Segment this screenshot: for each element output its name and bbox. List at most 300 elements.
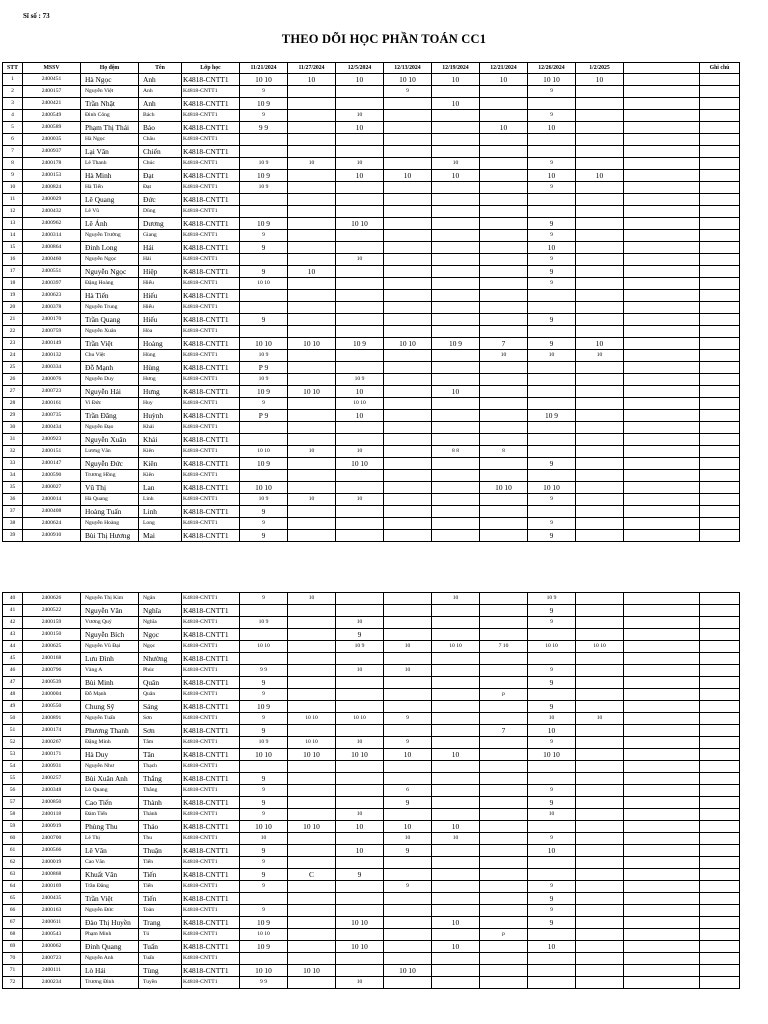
cell-stt: 2 [3, 86, 23, 98]
cell-mssv: 2400234 [23, 977, 81, 989]
cell-lop-hoc: K4818-CNTT1 [182, 677, 240, 689]
grade-cell [384, 689, 432, 701]
grade-cell [240, 290, 288, 302]
grade-cell [336, 857, 384, 869]
grade-cell [576, 725, 624, 737]
grade-cell [576, 785, 624, 797]
cell-lop-hoc: K4818-CNTT1 [182, 797, 240, 809]
cell-ho-dem: Hà Ngọc [81, 74, 139, 86]
cell-mssv: 2400522 [23, 605, 81, 617]
cell-ho-dem: Lê Vũ [81, 206, 139, 218]
grade-cell [336, 362, 384, 374]
cell-stt: 62 [3, 857, 23, 869]
grade-cell [288, 905, 336, 917]
grade-cell [576, 422, 624, 434]
grade-cell [480, 170, 528, 182]
grade-cell: 9 [240, 689, 288, 701]
grade-cell: 9 [528, 518, 576, 530]
grade-cell [432, 773, 480, 785]
cell-ghi-chu [700, 398, 740, 410]
grade-cell [288, 941, 336, 953]
grade-cell [384, 434, 432, 446]
grade-cell [384, 146, 432, 158]
grade-cell [240, 434, 288, 446]
grade-cell [336, 773, 384, 785]
grade-cell: 10 9 [528, 410, 576, 422]
cell-ten: Hiếu [139, 290, 182, 302]
cell-ghi-chu [700, 917, 740, 929]
grade-cell [480, 410, 528, 422]
grade-cell [576, 518, 624, 530]
grade-cell: 10 10 [240, 446, 288, 458]
table-row [3, 494, 740, 506]
grade-cell [336, 518, 384, 530]
grade-cell [480, 809, 528, 821]
cell-lop-hoc: K4818-CNTT1 [182, 737, 240, 749]
table-row [3, 929, 740, 941]
cell-lop-hoc: K4818-CNTT1 [182, 182, 240, 194]
cell-stt: 57 [3, 797, 23, 809]
cell-mssv: 2400029 [23, 194, 81, 206]
grade-cell [528, 362, 576, 374]
cell-extra [624, 665, 700, 677]
class-size-label: Sĩ số : 73 [23, 12, 50, 20]
cell-ghi-chu [700, 869, 740, 881]
table-row [3, 941, 740, 953]
grade-cell: 9 [528, 833, 576, 845]
cell-mssv: 2400267 [23, 737, 81, 749]
grade-cell [480, 470, 528, 482]
grade-cell: 10 [576, 338, 624, 350]
grade-cell [576, 266, 624, 278]
grade-cell: 9 [528, 158, 576, 170]
grade-cell [432, 929, 480, 941]
cell-extra [624, 218, 700, 230]
cell-lop-hoc: K4818-CNTT1 [182, 326, 240, 338]
cell-mssv: 2400550 [23, 701, 81, 713]
cell-ho-dem: Nguyễn Đạo [81, 422, 139, 434]
grade-cell: 9 [240, 530, 288, 542]
grade-cell: 10 [528, 350, 576, 362]
grade-cell [432, 134, 480, 146]
grade-cell: 10 [432, 170, 480, 182]
cell-ghi-chu [700, 797, 740, 809]
grade-cell [576, 869, 624, 881]
grade-cell: 9 [240, 869, 288, 881]
cell-extra [624, 98, 700, 110]
grade-cell [384, 134, 432, 146]
grade-cell [480, 158, 528, 170]
grade-cell [336, 314, 384, 326]
grade-cell: 10 [336, 845, 384, 857]
cell-ho-dem: Nguyễn Xuân [81, 434, 139, 446]
cell-ten: Khải [139, 422, 182, 434]
cell-ten: Ngọc [139, 641, 182, 653]
table-row [3, 689, 740, 701]
cell-mssv: 2400625 [23, 641, 81, 653]
grade-cell [480, 893, 528, 905]
grade-cell: 10 10 [288, 713, 336, 725]
table-row [3, 470, 740, 482]
grade-cell [240, 653, 288, 665]
grade-cell: 10 [528, 122, 576, 134]
grade-cell [576, 977, 624, 989]
cell-ho-dem: Trần Việt [81, 893, 139, 905]
cell-stt: 34 [3, 470, 23, 482]
cell-extra [624, 701, 700, 713]
table-row [3, 821, 740, 833]
grade-cell [576, 446, 624, 458]
table-row [3, 506, 740, 518]
grade-cell [576, 797, 624, 809]
cell-ghi-chu [700, 254, 740, 266]
grade-cell [384, 242, 432, 254]
grade-cell [288, 653, 336, 665]
grade-cell [336, 965, 384, 977]
grade-cell: 10 [528, 170, 576, 182]
grade-cell [288, 857, 336, 869]
grade-cell [288, 242, 336, 254]
cell-extra [624, 689, 700, 701]
grade-cell [576, 749, 624, 761]
grade-cell [480, 761, 528, 773]
grade-cell [336, 677, 384, 689]
grade-cell: 10 10 [240, 821, 288, 833]
grade-cell [480, 182, 528, 194]
grade-cell: 10 10 [288, 386, 336, 398]
grade-cell [528, 290, 576, 302]
cell-extra [624, 530, 700, 542]
table-row [3, 917, 740, 929]
grade-cell [480, 605, 528, 617]
table-row [3, 350, 740, 362]
cell-ten: Hòa [139, 326, 182, 338]
cell-mssv: 2400170 [23, 314, 81, 326]
grade-cell [336, 881, 384, 893]
cell-mssv: 2400163 [23, 905, 81, 917]
cell-lop-hoc: K4818-CNTT1 [182, 374, 240, 386]
cell-ho-dem: Lưu Đình [81, 653, 139, 665]
cell-ho-dem: Nguyễn Duy [81, 374, 139, 386]
grade-cell [576, 134, 624, 146]
header-date-1: 11/21/2024 [240, 63, 288, 74]
grade-cell [480, 785, 528, 797]
cell-extra [624, 470, 700, 482]
grade-cell [480, 422, 528, 434]
grade-cell: 10 10 [240, 641, 288, 653]
cell-ghi-chu [700, 821, 740, 833]
grade-cell [384, 362, 432, 374]
grade-cell: 10 [432, 941, 480, 953]
grade-cell [480, 302, 528, 314]
cell-ho-dem: Lại Văn [81, 146, 139, 158]
grade-cell [432, 530, 480, 542]
grade-cell [384, 326, 432, 338]
cell-lop-hoc: K4818-CNTT1 [182, 893, 240, 905]
grade-cell [384, 98, 432, 110]
grade-cell [576, 482, 624, 494]
grade-cell [480, 941, 528, 953]
grade-cell [384, 290, 432, 302]
grade-cell: 9 [384, 797, 432, 809]
grade-cell [480, 881, 528, 893]
grade-cell [480, 506, 528, 518]
grade-cell: 9 [240, 797, 288, 809]
cell-ho-dem: Nguyễn Hải [81, 386, 139, 398]
cell-lop-hoc: K4818-CNTT1 [182, 713, 240, 725]
cell-extra [624, 362, 700, 374]
table-row [3, 677, 740, 689]
grade-cell [432, 506, 480, 518]
table-row [3, 446, 740, 458]
grade-cell [384, 302, 432, 314]
grade-cell: 10 9 [240, 158, 288, 170]
cell-ghi-chu [700, 338, 740, 350]
cell-extra [624, 350, 700, 362]
grade-cell [288, 230, 336, 242]
cell-extra [624, 122, 700, 134]
cell-lop-hoc: K4818-CNTT1 [182, 398, 240, 410]
cell-ghi-chu [700, 893, 740, 905]
cell-ho-dem: Nguyễn Thị Kim [81, 593, 139, 605]
cell-lop-hoc: K4818-CNTT1 [182, 242, 240, 254]
grade-cell: 10 10 [240, 338, 288, 350]
grade-cell [480, 194, 528, 206]
cell-extra [624, 605, 700, 617]
cell-stt: 67 [3, 917, 23, 929]
cell-ghi-chu [700, 74, 740, 86]
grade-cell [432, 893, 480, 905]
cell-extra [624, 761, 700, 773]
grade-cell: 10 10 [240, 929, 288, 941]
grade-cell [432, 218, 480, 230]
cell-mssv: 2400151 [23, 446, 81, 458]
cell-ho-dem: Hà Tiến [81, 290, 139, 302]
cell-ghi-chu [700, 218, 740, 230]
grade-cell [528, 302, 576, 314]
cell-mssv: 2400062 [23, 941, 81, 953]
grade-cell [480, 98, 528, 110]
cell-lop-hoc: K4818-CNTT1 [182, 725, 240, 737]
grade-cell [480, 374, 528, 386]
cell-ho-dem: Lê Quang [81, 194, 139, 206]
cell-ghi-chu [700, 506, 740, 518]
grade-table-part-2 [2, 592, 740, 989]
grade-cell [576, 458, 624, 470]
grade-cell [288, 797, 336, 809]
grade-cell [432, 122, 480, 134]
grade-cell [576, 494, 624, 506]
grade-cell [432, 242, 480, 254]
cell-extra [624, 749, 700, 761]
grade-cell [384, 701, 432, 713]
grade-cell [384, 725, 432, 737]
cell-ho-dem: Lê Thanh [81, 158, 139, 170]
cell-mssv: 2400147 [23, 458, 81, 470]
grade-cell [240, 761, 288, 773]
grade-cell [528, 869, 576, 881]
cell-stt: 64 [3, 881, 23, 893]
cell-ho-dem: Đàm Tiến [81, 809, 139, 821]
cell-lop-hoc: K4818-CNTT1 [182, 629, 240, 641]
cell-extra [624, 905, 700, 917]
grade-cell [576, 917, 624, 929]
cell-ghi-chu [700, 494, 740, 506]
cell-ho-dem: Đỗ Mạnh [81, 362, 139, 374]
cell-ghi-chu [700, 518, 740, 530]
table-row [3, 374, 740, 386]
cell-ho-dem: Nguyễn Đức [81, 458, 139, 470]
grade-cell [288, 470, 336, 482]
grade-cell [336, 290, 384, 302]
grade-cell [576, 290, 624, 302]
cell-ten: Kiên [139, 470, 182, 482]
grade-cell [576, 677, 624, 689]
table-row [3, 977, 740, 989]
grade-cell [384, 398, 432, 410]
cell-ten: Tùng [139, 965, 182, 977]
grade-cell [576, 326, 624, 338]
cell-extra [624, 458, 700, 470]
grade-cell [480, 134, 528, 146]
cell-ten: Anh [139, 98, 182, 110]
cell-ghi-chu [700, 182, 740, 194]
header-date-2: 11/27/2024 [288, 63, 336, 74]
table-row [3, 146, 740, 158]
grade-cell [576, 665, 624, 677]
grade-cell [480, 869, 528, 881]
cell-extra [624, 170, 700, 182]
grade-cell [384, 158, 432, 170]
grade-cell: 10 10 [336, 749, 384, 761]
grade-cell: 10 9 [240, 98, 288, 110]
cell-ho-dem: Bùi Thị Hương [81, 530, 139, 542]
grade-cell [432, 977, 480, 989]
cell-ghi-chu [700, 386, 740, 398]
cell-ho-dem: Nguyễn Trung [81, 302, 139, 314]
grade-cell [240, 194, 288, 206]
grade-cell: 10 [528, 725, 576, 737]
grade-cell [432, 797, 480, 809]
grade-cell: 10 [288, 74, 336, 86]
header-date-4: 12/13/2024 [384, 63, 432, 74]
cell-mssv: 2400735 [23, 410, 81, 422]
cell-ghi-chu [700, 833, 740, 845]
grade-cell: 10 [336, 617, 384, 629]
cell-stt: 5 [3, 122, 23, 134]
header-row [3, 63, 740, 74]
cell-ho-dem: Hoàng Tuấn [81, 506, 139, 518]
grade-cell [528, 326, 576, 338]
header-extra [624, 63, 700, 74]
grade-cell [336, 98, 384, 110]
grade-cell [480, 617, 528, 629]
cell-extra [624, 206, 700, 218]
cell-ten: Phúc [139, 665, 182, 677]
grade-cell: 10 [288, 446, 336, 458]
grade-cell: 9 [240, 785, 288, 797]
grade-cell [432, 146, 480, 158]
grade-cell [288, 110, 336, 122]
cell-stt: 9 [3, 170, 23, 182]
grade-cell: 10 [336, 122, 384, 134]
cell-stt: 8 [3, 158, 23, 170]
grade-cell: 9 [336, 869, 384, 881]
cell-extra [624, 338, 700, 350]
grade-cell [336, 182, 384, 194]
grade-cell [384, 350, 432, 362]
cell-mssv: 2400111 [23, 965, 81, 977]
cell-ghi-chu [700, 785, 740, 797]
grade-cell: p [480, 929, 528, 941]
grade-cell [576, 530, 624, 542]
grade-cell: 10 [336, 254, 384, 266]
grade-cell [336, 701, 384, 713]
cell-extra [624, 881, 700, 893]
grade-cell [288, 761, 336, 773]
grade-cell [576, 605, 624, 617]
grade-cell: 10 10 [384, 74, 432, 86]
table-row [3, 701, 740, 713]
grade-cell [288, 917, 336, 929]
grade-cell [384, 677, 432, 689]
grade-cell: 10 [576, 350, 624, 362]
grade-cell [480, 242, 528, 254]
cell-mssv: 2400169 [23, 881, 81, 893]
grade-cell [480, 833, 528, 845]
cell-ten: Thành [139, 809, 182, 821]
grade-cell [432, 410, 480, 422]
grade-cell [288, 134, 336, 146]
cell-lop-hoc: K4818-CNTT1 [182, 701, 240, 713]
cell-stt: 4 [3, 110, 23, 122]
cell-stt: 54 [3, 761, 23, 773]
grade-cell: 10 [528, 845, 576, 857]
grade-cell [432, 182, 480, 194]
cell-ho-dem: Hà Minh [81, 170, 139, 182]
cell-ho-dem: Chung Sỹ [81, 701, 139, 713]
cell-extra [624, 494, 700, 506]
cell-extra [624, 314, 700, 326]
cell-ten: Khải [139, 434, 182, 446]
cell-lop-hoc: K4818-CNTT1 [182, 881, 240, 893]
grade-cell: 10 9 [432, 338, 480, 350]
cell-lop-hoc: K4818-CNTT1 [182, 518, 240, 530]
cell-extra [624, 809, 700, 821]
cell-mssv: 2400723 [23, 386, 81, 398]
grade-cell [384, 869, 432, 881]
grade-cell: 10 [336, 809, 384, 821]
cell-stt: 52 [3, 737, 23, 749]
cell-ten: Linh [139, 506, 182, 518]
grade-cell [240, 134, 288, 146]
cell-lop-hoc: K4818-CNTT1 [182, 929, 240, 941]
grade-cell: 10 [336, 410, 384, 422]
cell-lop-hoc: K4818-CNTT1 [182, 146, 240, 158]
cell-mssv: 2400937 [23, 146, 81, 158]
grade-cell [288, 641, 336, 653]
table-row [3, 785, 740, 797]
grade-cell: 10 10 [240, 965, 288, 977]
cell-mssv: 2400451 [23, 74, 81, 86]
grade-cell: 9 [528, 266, 576, 278]
cell-ten: Bảo [139, 122, 182, 134]
cell-ho-dem: Nguyễn Văn [81, 605, 139, 617]
cell-mssv: 2400378 [23, 302, 81, 314]
grade-cell: 10 9 [240, 917, 288, 929]
grade-cell [288, 953, 336, 965]
cell-ten: Thu [139, 833, 182, 845]
